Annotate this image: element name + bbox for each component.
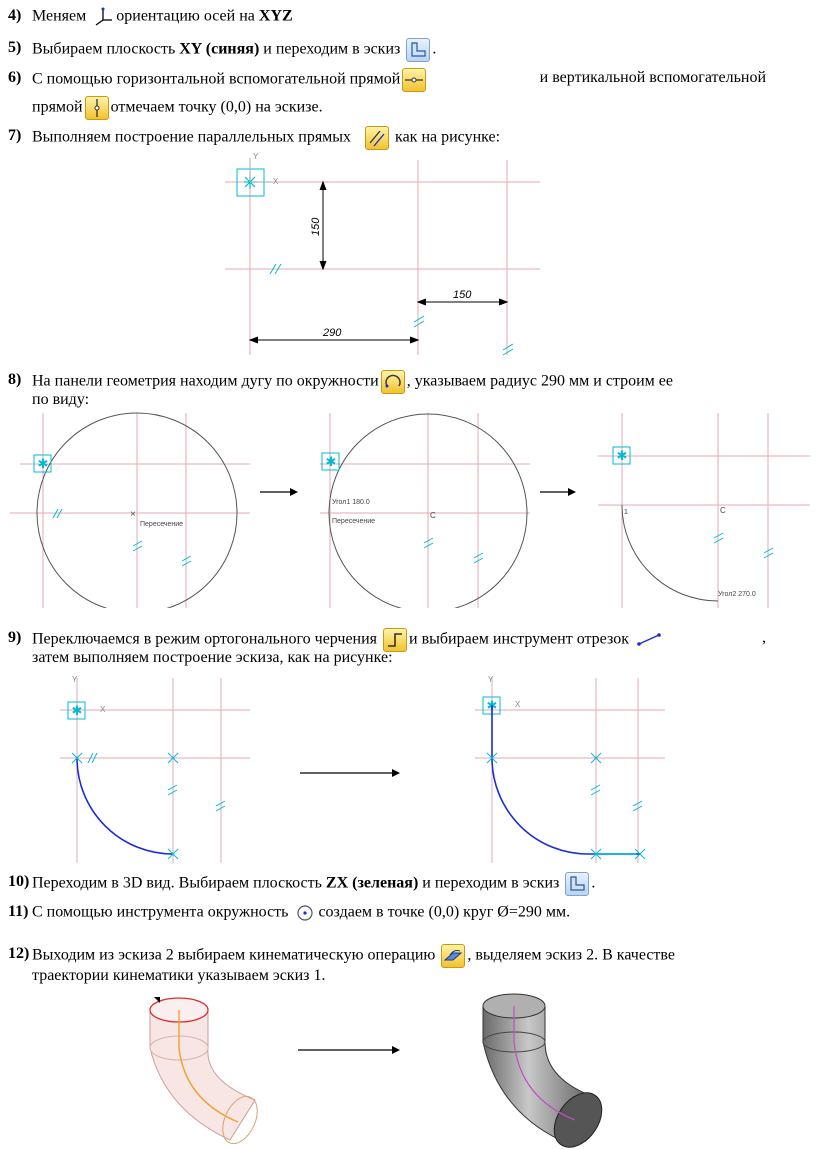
svg-text:✱: ✱ bbox=[71, 703, 83, 718]
ortho-sketch-figure bbox=[0, 668, 816, 863]
step-number: 10) bbox=[8, 873, 30, 890]
step-text: С помощью инструмента окружность bbox=[32, 903, 293, 921]
step-text: , bbox=[762, 629, 766, 646]
svg-text:X: X bbox=[515, 700, 521, 709]
sketch-icon[interactable] bbox=[406, 38, 430, 62]
step-text-bold: XYZ bbox=[258, 7, 293, 25]
step-text: и выбираем инструмент отрезок bbox=[409, 630, 629, 648]
step-text: Выполняем построение параллельных прямых bbox=[32, 128, 356, 146]
step-text: . bbox=[432, 40, 437, 58]
step-text-bold: ZX (зеленая) bbox=[325, 874, 419, 892]
arc-construction-figure bbox=[0, 408, 816, 608]
step-number: 6) bbox=[8, 69, 22, 86]
step-text: На панели геометрия находим дугу по окружности bbox=[32, 372, 379, 390]
step-text: Переходим в 3D вид. Выбираем плоскость bbox=[32, 874, 326, 892]
step-text: по виду: bbox=[32, 391, 90, 408]
sketch-icon[interactable] bbox=[565, 872, 589, 896]
parallel-lines-icon[interactable] bbox=[365, 126, 389, 150]
step-number: 4) bbox=[8, 7, 22, 24]
vertical-aux-line-icon[interactable] bbox=[85, 96, 109, 120]
aux-lines bbox=[225, 160, 540, 355]
step-text: траектории кинематики указываем эскиз 1. bbox=[32, 967, 326, 984]
angle1-label: Угол1 180.0 bbox=[332, 499, 370, 506]
parallel-lines-figure bbox=[220, 150, 550, 360]
circle-tool-icon[interactable] bbox=[294, 902, 316, 924]
step-number: 5) bbox=[8, 39, 22, 56]
step-text: прямой bbox=[32, 98, 83, 116]
step-text: Переключаемся в режим ортогонального черчения bbox=[32, 630, 382, 648]
step-text: Меняем bbox=[32, 7, 91, 25]
intersection-label: Пересечение bbox=[332, 518, 376, 525]
step-text: отмечаем точку (0,0) на эскизе. bbox=[110, 98, 323, 116]
step-text: как на рисунке: bbox=[395, 128, 501, 146]
step-text: и переходим в эскиз bbox=[418, 874, 564, 892]
axis-x-label: X bbox=[273, 177, 279, 186]
step-number: 8) bbox=[8, 371, 22, 388]
step-number: 12) bbox=[8, 945, 30, 962]
step-number: 7) bbox=[8, 127, 22, 144]
step-text: создаем в точке (0,0) круг Ø=290 мм. bbox=[318, 903, 571, 921]
step-text: С помощью горизонтальной вспомогательной прямой bbox=[32, 70, 401, 88]
step-text: и вертикальной вспомогательной bbox=[539, 69, 766, 86]
svg-text:✱: ✱ bbox=[616, 448, 628, 463]
sketch-path bbox=[492, 705, 640, 854]
dimension-vertical-value: 150 bbox=[310, 217, 322, 236]
axis-y-label: Y bbox=[253, 152, 259, 161]
step-text: ориентацию осей на bbox=[116, 7, 259, 25]
step-number: 9) bbox=[8, 629, 22, 646]
step-text: . bbox=[591, 874, 596, 892]
step-text: , указываем радиус 290 мм и строим ее bbox=[406, 372, 674, 390]
center-label: C bbox=[430, 511, 436, 520]
dimension-horizontal-2-value: 290 bbox=[323, 327, 342, 339]
step-text: затем выполняем построение эскиза, как на рисунке: bbox=[32, 649, 393, 666]
arc-quarter bbox=[622, 505, 718, 601]
step-text: Выходим из эскиза 2 выбираем кинематическую операцию bbox=[32, 946, 440, 964]
sweep-operation-icon[interactable] bbox=[441, 944, 465, 968]
intersection-label: Пересечение bbox=[140, 521, 184, 528]
svg-text:X: X bbox=[100, 705, 106, 714]
svg-text:Y: Y bbox=[72, 675, 78, 684]
svg-text:✱: ✱ bbox=[37, 456, 49, 471]
angle2-label: Угол2 270.0 bbox=[718, 591, 756, 598]
svg-text:✱: ✱ bbox=[325, 454, 337, 469]
step-text: , выделяем эскиз 2. В качестве bbox=[467, 946, 675, 964]
sweep-result-figure bbox=[0, 990, 816, 1150]
parallel-constraint-icon bbox=[270, 264, 513, 355]
step-text-bold: XY (синяя) bbox=[179, 40, 260, 58]
point-1-label: 1 bbox=[624, 509, 628, 516]
svg-text:Y: Y bbox=[488, 675, 494, 684]
pipe-solid bbox=[483, 994, 612, 1150]
step-text: Выбираем плоскость bbox=[32, 40, 180, 58]
horizontal-aux-line-icon[interactable] bbox=[402, 68, 426, 92]
svg-text:×: × bbox=[130, 509, 136, 520]
step-number: 11) bbox=[8, 903, 29, 920]
axes-orientation-icon[interactable] bbox=[92, 6, 114, 28]
sketch-arc bbox=[77, 758, 173, 854]
pipe-wireframe bbox=[150, 997, 264, 1149]
step-text: и переходим в эскиз bbox=[259, 40, 405, 58]
dimension-horizontal-1-value: 150 bbox=[453, 289, 472, 301]
center-label: C bbox=[720, 506, 726, 515]
svg-text:✱: ✱ bbox=[486, 698, 498, 713]
